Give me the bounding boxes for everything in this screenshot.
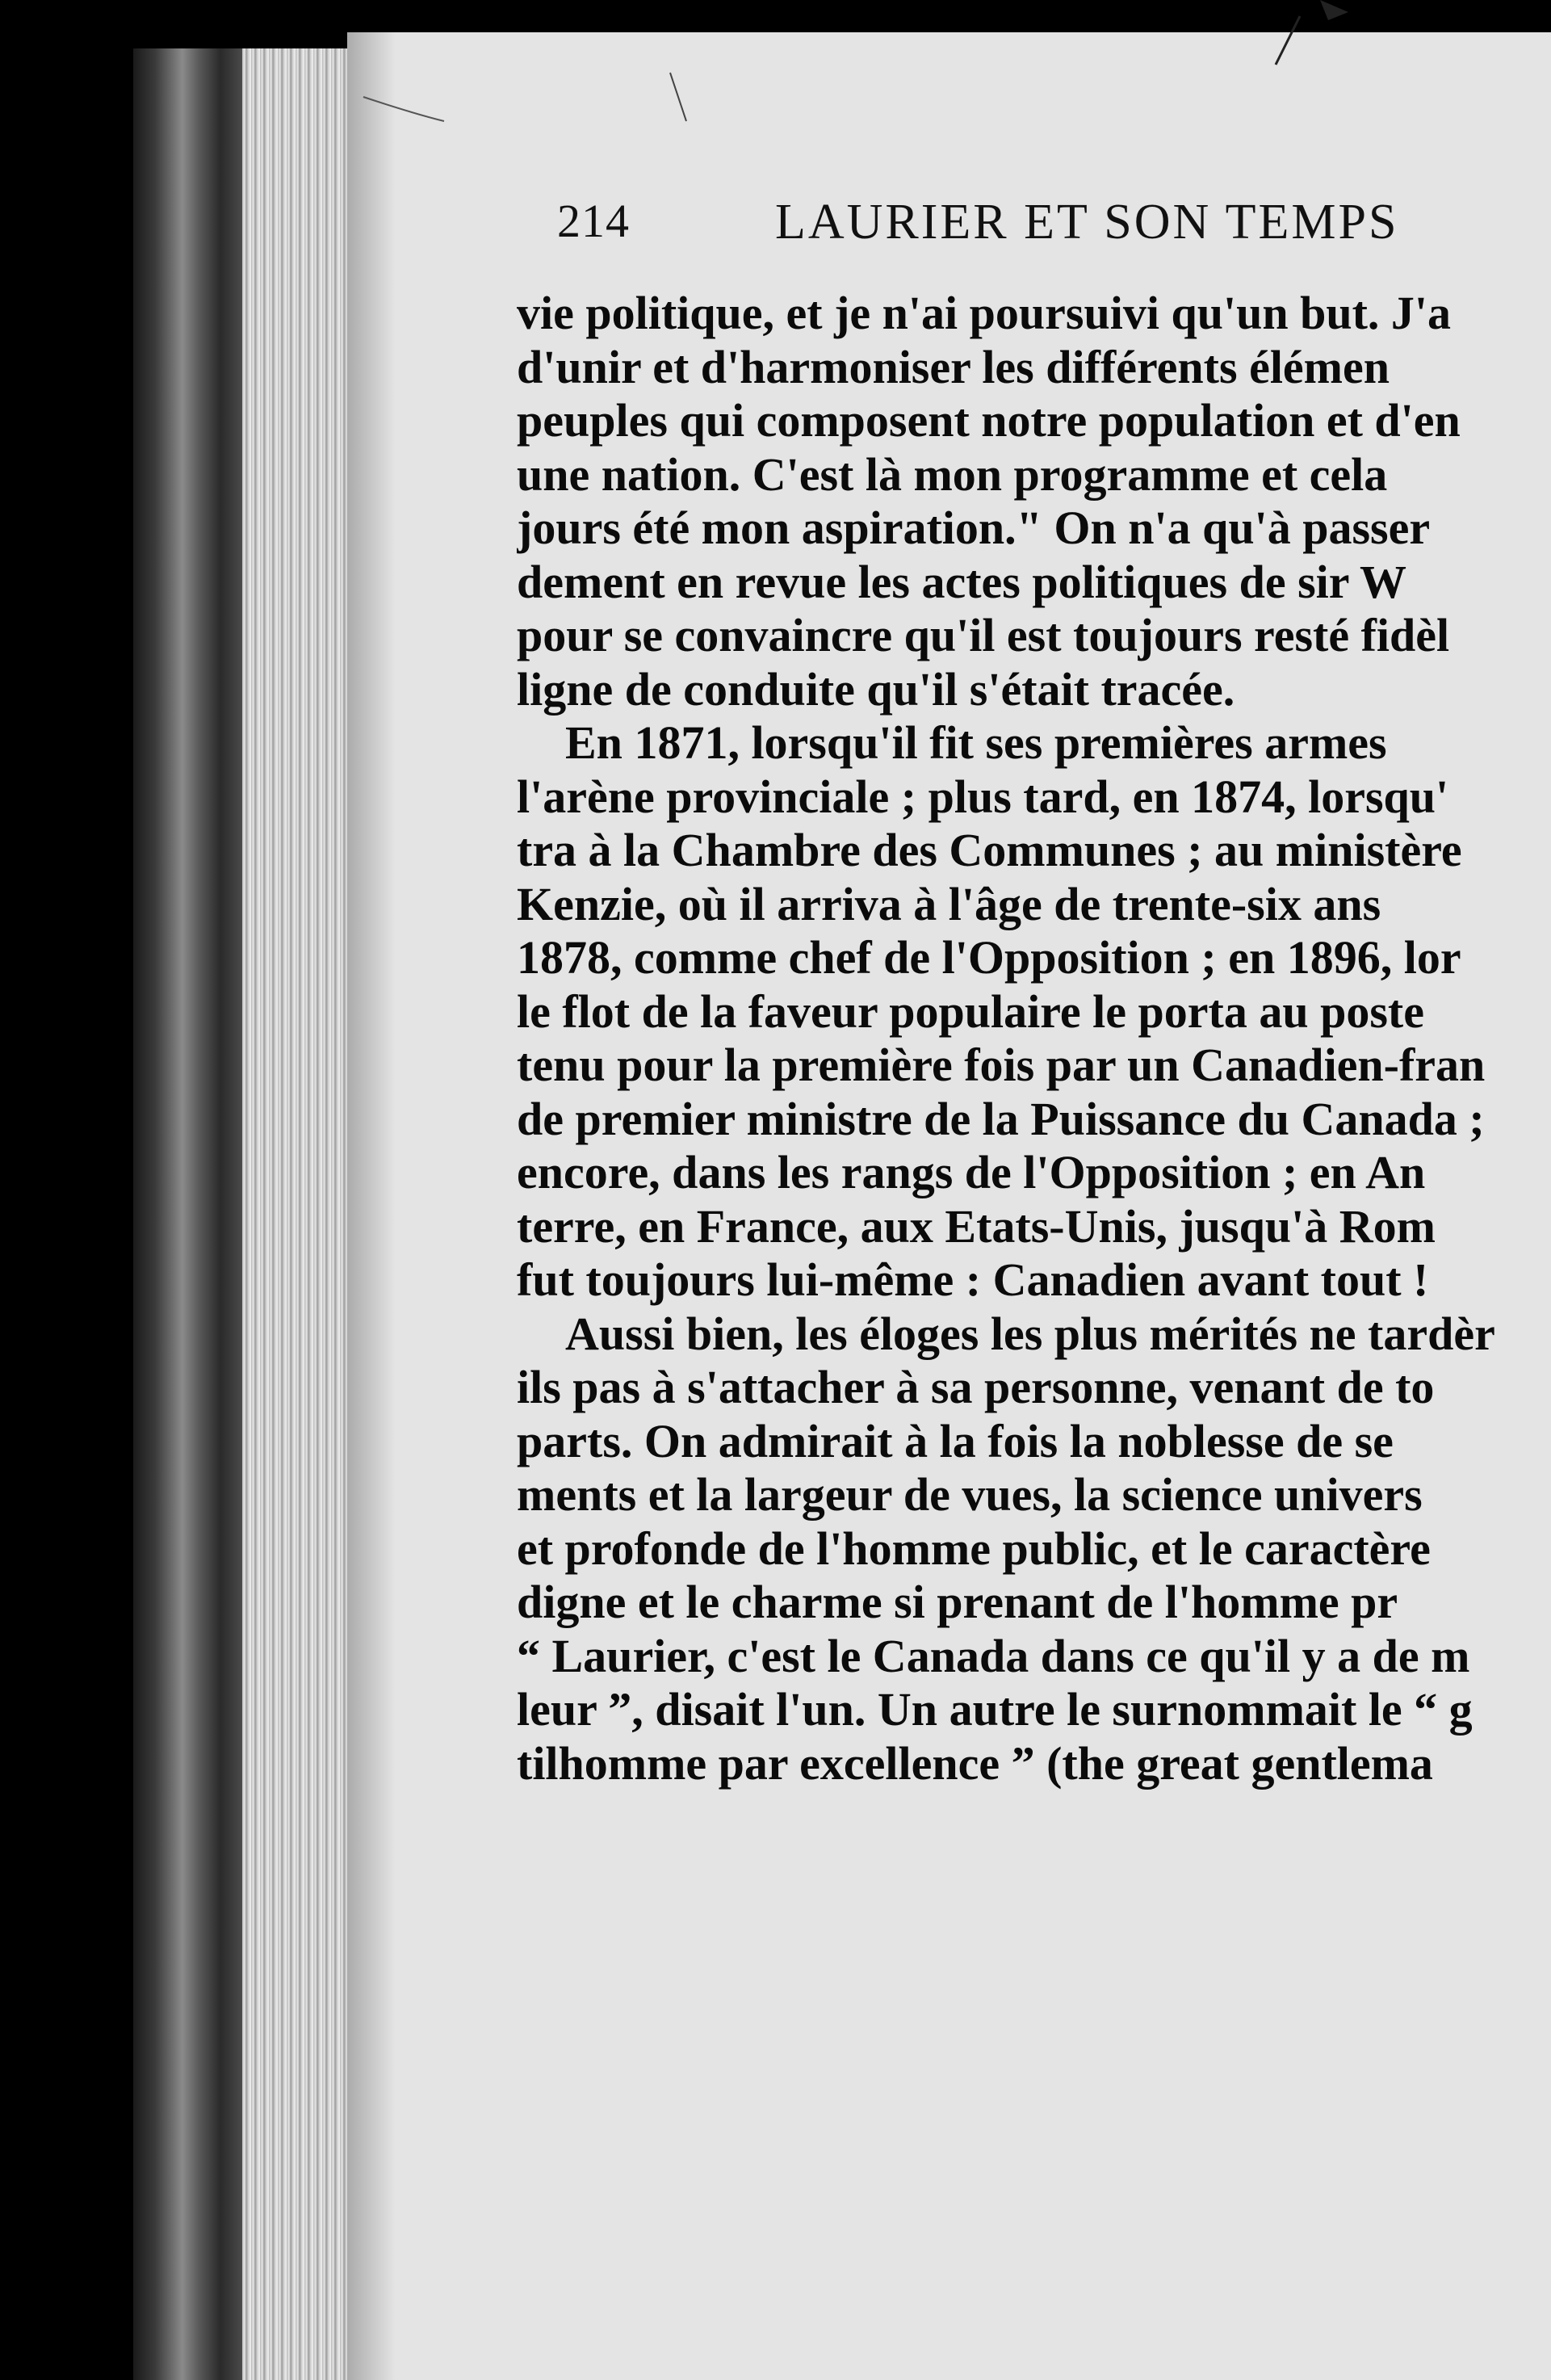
text-line: digne et le charme si prenant de l'homme pr xyxy=(517,1576,1398,1628)
text-line: dement en revue les actes politiques de sir W xyxy=(517,555,1406,608)
running-title: LAURIER ET SON TEMPS xyxy=(775,195,1399,250)
text-line: l'arène provinciale ; plus tard, en 1874, lorsqu' xyxy=(517,770,1449,823)
text-line: terre, en France, aux Etats-Unis, jusqu'à Rom xyxy=(517,1199,1436,1253)
text-line: tilhomme par excellence ” (the great gentlema xyxy=(517,1736,1433,1790)
text-line: parts. On admirait à la fois la noblesse de se xyxy=(517,1414,1394,1467)
page-number: 214 xyxy=(557,195,630,247)
text-line: En 1871, lorsqu'il fit ses premières armes xyxy=(565,716,1387,769)
text-line: Kenzie, où il arriva à l'âge de trente-six ans xyxy=(517,877,1381,930)
text-line: pour se convaincre qu'il est toujours resté fidèl xyxy=(517,609,1450,661)
body-text xyxy=(517,287,1551,2144)
text-line: “ Laurier, c'est le Canada dans ce qu'il y a de m xyxy=(517,1629,1470,1682)
text-line: 1878, comme chef de l'Opposition ; en 1896, lor xyxy=(517,931,1461,984)
text-line: de premier ministre de la Puissance du Canada ; xyxy=(517,1092,1485,1145)
text-line: et profonde de l'homme public, et le caractère xyxy=(517,1522,1431,1575)
page-gutter-shadow xyxy=(347,32,396,2380)
page-stack-edge xyxy=(242,48,347,2380)
text-line: fut toujours lui-même : Canadien avant tout ! xyxy=(517,1253,1429,1306)
text-line: peuples qui composent notre population et d'en xyxy=(517,394,1461,447)
text-line: tenu pour la première fois par un Canadien-fran xyxy=(517,1039,1486,1091)
book-binding-edge xyxy=(133,48,242,2380)
text-line: d'unir et d'harmoniser les différents élémen xyxy=(517,340,1390,393)
text-line: jours été mon aspiration." On n'a qu'à passer xyxy=(517,502,1431,554)
text-line: Aussi bien, les éloges les plus mérités ne tardèr xyxy=(565,1307,1495,1360)
text-line: ils pas à s'attacher à sa personne, venant de to xyxy=(517,1361,1435,1413)
text-line: tra à la Chambre des Communes ; au ministère xyxy=(517,824,1462,876)
running-head xyxy=(557,194,1551,267)
text-line: une nation. C'est là mon programme et cela xyxy=(517,447,1388,501)
text-line: encore, dans les rangs de l'Opposition ; en An xyxy=(517,1146,1426,1198)
text-line: le flot de la faveur populaire le porta au poste xyxy=(517,984,1424,1038)
text-line: vie politique, et je n'ai poursuivi qu'un but. J'a xyxy=(517,287,1452,339)
text-line: ligne de conduite qu'il s'était tracée. xyxy=(517,662,1235,716)
text-line: ments et la largeur de vues, la science univers xyxy=(517,1468,1423,1521)
text-line: leur ”, disait l'un. Un autre le surnommait le “ g xyxy=(517,1683,1473,1736)
scan-artifact-marks xyxy=(347,0,1551,323)
